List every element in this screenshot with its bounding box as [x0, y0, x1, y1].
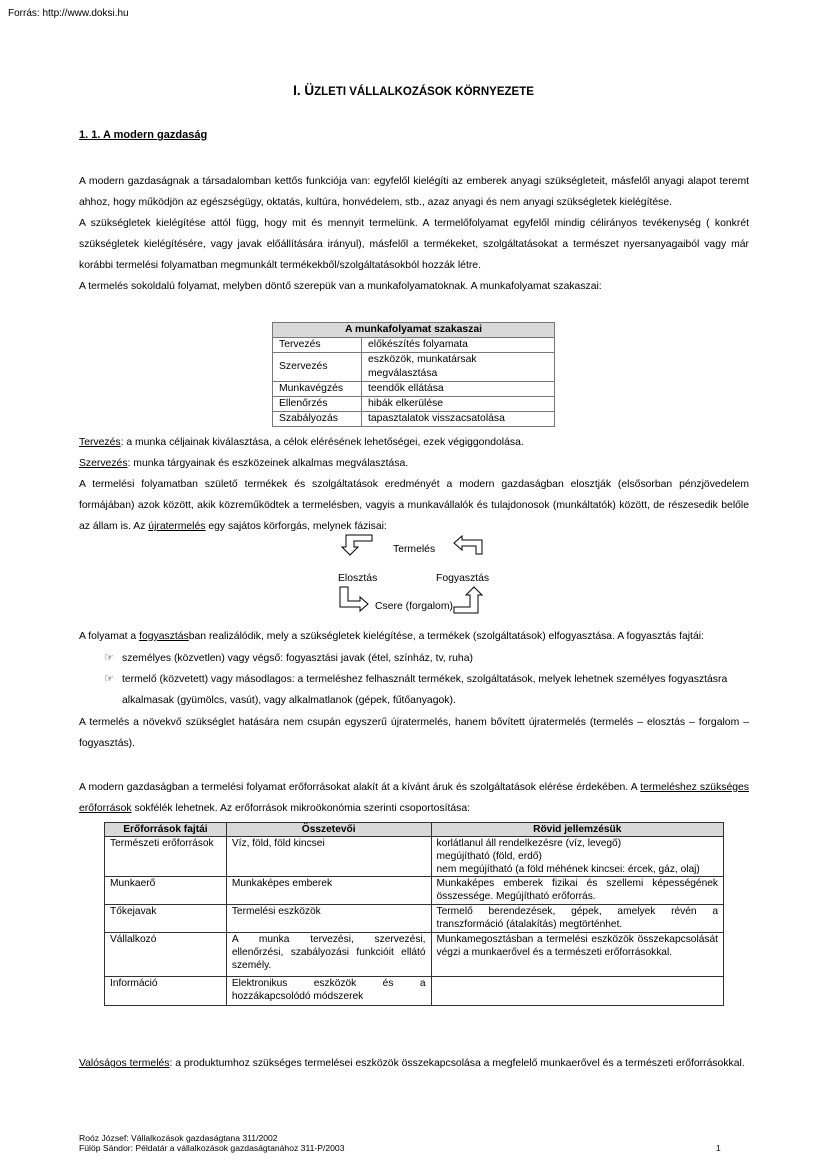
table-cell: A munka tervezési, szervezési, ellenőrzési, szabályozási funkcióit ellátó személy.	[226, 933, 431, 977]
table-cell: Termelő berendezések, gépek, amelyek révén a transzformáció (átalakítás) megtörténhet.	[431, 905, 723, 933]
arrow-top-right-icon	[454, 536, 482, 554]
resources-pre: A modern gazdaságban a termelési folyamat erőforrásokat alakít át a kívánt áruk és szolgáltatások elérése érdekében. A	[79, 782, 641, 793]
consumption-pre: A folyamat a	[79, 631, 140, 642]
pointing-hand-icon: ☞	[104, 652, 114, 664]
phase-name: Tervezés	[273, 338, 362, 353]
table-row	[105, 977, 724, 1006]
bullet-text: termelő (közvetett) vagy másodlagos: a termeléshez felhasznált termékek, szolgáltatások, melyek lehetnek személyes fogyasztásra	[122, 674, 728, 685]
phases-table-header: A munkafolyamat szakaszai	[273, 323, 555, 338]
arrow-bottom-left-icon	[340, 587, 368, 611]
table-row	[273, 338, 555, 353]
table-cell: Munkaképes emberek	[226, 877, 431, 905]
distribution-term: újratermelés	[148, 521, 206, 532]
phase-desc: teendők ellátása	[362, 382, 555, 397]
list-item	[104, 648, 749, 669]
def-text: : munka tárgyainak és eszközeinek alkalmas megválasztása.	[127, 458, 409, 469]
bullet-text: alkalmasak (gyümölcs, vasút), vagy alkalmatlanok (gépek, fűtőanyagok).	[122, 695, 456, 706]
phase-desc: előkészítés folyamata	[362, 338, 555, 353]
arrow-bottom-right-icon	[454, 587, 482, 613]
page-title	[0, 83, 827, 98]
list-item	[104, 669, 749, 690]
table-row	[105, 837, 724, 877]
phase-desc: tapasztalatok visszacsatolása	[362, 412, 555, 427]
resources-text	[79, 777, 749, 819]
table-row	[105, 877, 724, 905]
table-cell: Munkamegosztásban a termelési eszközök összekapcsolását végzi a munkaerővel és a természeti erőforrásokkal.	[431, 933, 723, 977]
cycle-label-bottom: Csere (forgalom)	[375, 601, 453, 612]
reproduction-text: A termelés a növekvő szükséglet hatására nem csupán egyszerű újratermelés, hanem bővített újratermelés (termelés – elosztás – forgalom – fogyasztás).	[79, 717, 749, 749]
title-rest: ZLETI VÁLLALKOZÁSOK KÖRNYEZETE	[314, 86, 534, 98]
section-heading: 1. 1. A modern gazdaság	[79, 129, 208, 141]
table-cell	[431, 977, 723, 1006]
resources-table	[104, 822, 724, 1006]
table-row	[273, 382, 555, 397]
intro-block	[79, 171, 749, 297]
real-production-desc: : a produktumhoz szükséges termelései eszközök összekapcsolása a megfelelő munkaerővel és a természeti erőforrásokkal.	[169, 1058, 745, 1069]
footer-line: Fülöp Sándor: Példatár a vállalkozások gazdaságtanához 311-P/2003	[79, 1143, 345, 1153]
table-row	[273, 412, 555, 427]
column-header: Összetevői	[226, 823, 431, 837]
distribution-tail: egy sajátos körforgás, melynek fázisai:	[205, 521, 387, 532]
table-cell: Víz, föld, föld kincsei	[226, 837, 431, 877]
cycle-label-top: Termelés	[393, 544, 436, 555]
consumption-bullets	[104, 648, 749, 711]
reproduction-cycle-diagram	[330, 533, 500, 615]
def-tervezes	[79, 432, 749, 453]
intro-paragraph-2: A szükségletek kielégítése attól függ, hogy mit és mennyit termelünk. A termelőfolyamat egyfelől mindig célirányos tevékenység ( konkrét szükségletek kielégítésére, vagy javak előállítására irányul), másfelől a termékeket, szolgáltatásokat a természet nyersanyagaiból vagy már korábbi termelési folyamatban megmunkált termékekből/szolgáltatásokból hozzák létre.	[79, 218, 749, 271]
list-item	[104, 690, 749, 711]
intro-paragraph-3: A termelés sokoldalú folyamat, melyben döntő szerepük van a munkafolyamatoknak. A munkafolyamat szakaszai:	[79, 281, 602, 292]
table-row	[273, 353, 555, 382]
phase-desc: eszközök, munkatársak megválasztása	[362, 353, 555, 382]
resources-term: termeléshez szükséges erőforrások	[79, 782, 750, 814]
resources-post: sokfélék lehetnek. Az erőforrások mikroökonómia szerinti csoportosítása:	[131, 803, 470, 814]
table-cell: Termelési eszközök	[226, 905, 431, 933]
table-cell: Természeti erőforrások	[105, 837, 227, 877]
distribution-paragraph	[79, 474, 749, 537]
column-header: Rövid jellemzésük	[431, 823, 723, 837]
phases-table	[272, 322, 555, 427]
footer	[79, 1133, 344, 1153]
table-header-row	[105, 823, 724, 837]
table-cell: Tőkejavak	[105, 905, 227, 933]
page-number: 1	[716, 1143, 721, 1153]
def-term: Tervezés	[79, 437, 121, 448]
table-row	[105, 933, 724, 977]
pointing-hand-icon: ☞	[104, 673, 114, 685]
cycle-label-right: Fogyasztás	[436, 573, 490, 584]
table-cell: Munkaképes emberek fizikai és szellemi képességének összessége. Megújítható erőforrás.	[431, 877, 723, 905]
real-production-text	[79, 1053, 749, 1074]
bullet-text: személyes (közvetlen) vagy végső: fogyasztási javak (étel, színház, tv, ruha)	[122, 653, 473, 664]
table-cell: Elektronikus eszközök és a hozzákapcsolódó módszerek	[226, 977, 431, 1006]
table-row	[105, 905, 724, 933]
phase-desc: hibák elkerülése	[362, 397, 555, 412]
consumption-term: fogyasztás	[139, 631, 189, 642]
def-szervezes	[79, 453, 749, 474]
table-cell: Munkaerő	[105, 877, 227, 905]
consumption-paragraph	[79, 626, 749, 647]
def-term: Szervezés	[79, 458, 128, 469]
consumption-text	[79, 626, 749, 647]
definitions-block	[79, 432, 749, 537]
title-cap: I. Ü	[293, 83, 315, 98]
table-row	[273, 397, 555, 412]
table-cell: Vállalkozó	[105, 933, 227, 977]
phase-name: Szervezés	[273, 353, 362, 382]
phase-name: Szabályozás	[273, 412, 362, 427]
distribution-text: A termelési folyamatban születő termékek és szolgáltatások eredményét a modern gazdaságban elosztják (elsősorban pénzjövedelem formájában) azok között, akik közreműködtek a termelésben, vagyis a munkavállalók és tulajdonosok (munkáltatók) között, de részesedik belőle az állam is. Az	[79, 479, 749, 532]
table-cell: Információ	[105, 977, 227, 1006]
consumption-post: ban realizálódik, mely a szükségletek kielégítése, a termékek (szolgáltatások) elfogyasztása. A fogyasztás fajtái:	[188, 631, 704, 642]
reproduction-paragraph	[79, 712, 749, 754]
cycle-label-left: Elosztás	[338, 573, 378, 584]
footer-line: Roóz József: Vállalkozások gazdaságtana 311/2002	[79, 1133, 278, 1143]
real-production-paragraph	[79, 1053, 749, 1074]
intro-paragraph-1: A modern gazdaságnak a társadalomban kettős funkciója van: egyfelől kielégíti az emberek anyagi szükségleteit, másfelől anyagi alapot teremt ahhoz, hogy működjön az egészségügy, oktatás, kultúra, honvédelem, stb., azaz anyagi és nem anyagi szükségletek kielégítése.	[79, 176, 749, 208]
real-production-term: Valóságos termelés	[79, 1058, 170, 1069]
source-line: Forrás: http://www.doksi.hu	[8, 8, 129, 19]
phase-name: Ellenőrzés	[273, 397, 362, 412]
resources-paragraph	[79, 777, 749, 819]
def-text: : a munka céljainak kiválasztása, a célok elérésének lehetőségei, ezek végiggondolása.	[120, 437, 524, 448]
table-cell: korlátlanul áll rendelkezésre (víz, levegő) megújítható (föld, erdő) nem megújítható (a föld méhének kincsei: ércek, gáz, olaj)	[431, 837, 723, 877]
phase-name: Munkavégzés	[273, 382, 362, 397]
arrow-top-left-icon	[342, 535, 372, 555]
column-header: Erőforrások fajtái	[105, 823, 227, 837]
